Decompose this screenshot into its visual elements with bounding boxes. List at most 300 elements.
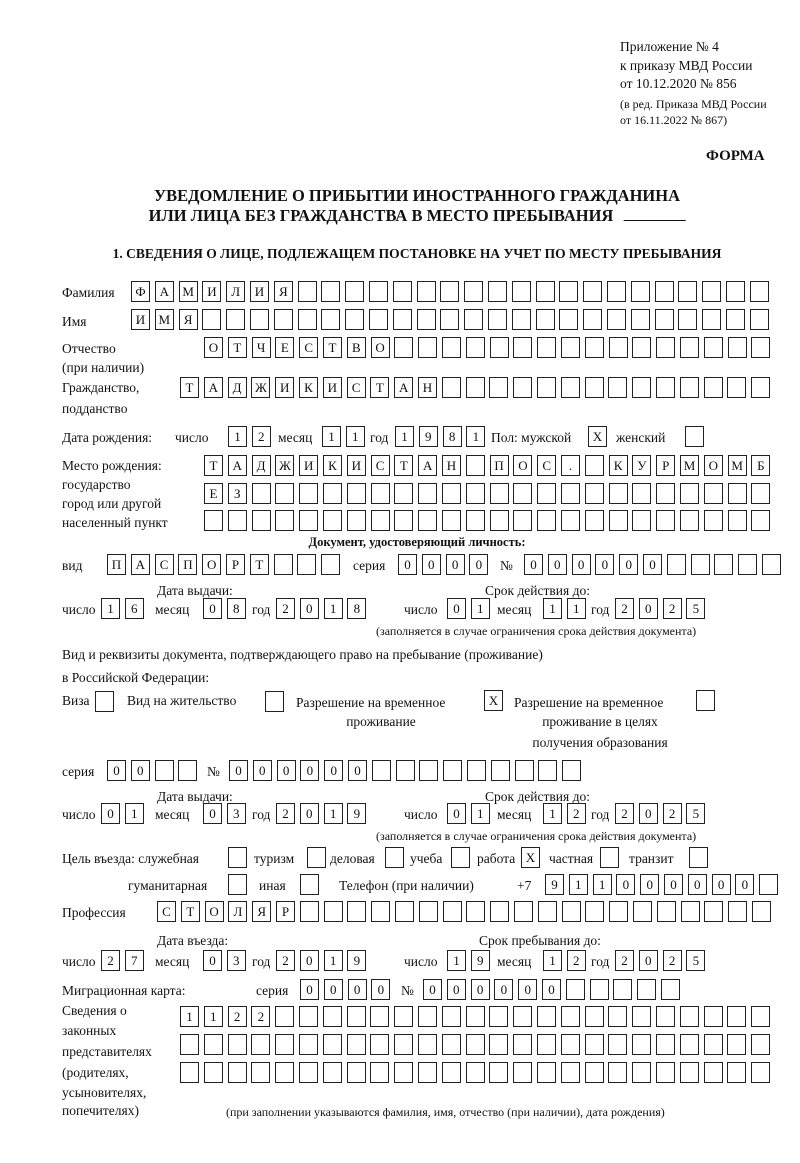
char-cell[interactable] (585, 1062, 604, 1083)
char-cell[interactable] (275, 510, 294, 531)
char-cell[interactable]: О (202, 554, 221, 575)
char-cell[interactable] (585, 337, 604, 358)
doc-series-field[interactable] (398, 554, 489, 575)
char-cell[interactable]: 1 (466, 426, 485, 447)
char-cell[interactable] (728, 483, 747, 504)
char-cell[interactable] (704, 377, 723, 398)
purpose-transit-checkbox[interactable] (689, 847, 709, 868)
char-cell[interactable] (632, 483, 651, 504)
char-cell[interactable]: 5 (686, 803, 705, 824)
char-cell[interactable] (727, 377, 746, 398)
char-cell[interactable]: 0 (471, 979, 490, 1000)
char-cell[interactable]: 8 (347, 598, 366, 619)
char-cell[interactable]: Я (252, 901, 271, 922)
char-cell[interactable]: 2 (663, 598, 682, 619)
char-cell[interactable] (488, 281, 507, 302)
purpose-study-checkbox[interactable] (451, 847, 471, 868)
char-cell[interactable]: Н (418, 377, 437, 398)
char-cell[interactable]: У (632, 455, 651, 476)
char-cell[interactable] (515, 760, 534, 781)
char-cell[interactable]: Я (179, 309, 198, 330)
right-issue-day-field[interactable] (101, 803, 145, 824)
char-cell[interactable]: 0 (107, 760, 126, 781)
char-cell[interactable]: 3 (227, 950, 246, 971)
stay-year-field[interactable] (615, 950, 706, 971)
char-cell[interactable] (321, 281, 340, 302)
char-cell[interactable]: 0 (616, 874, 635, 895)
char-cell[interactable] (275, 1006, 294, 1027)
char-cell[interactable] (691, 554, 710, 575)
doc-issue-year-field[interactable] (276, 598, 367, 619)
char-cell[interactable]: Т (181, 901, 200, 922)
char-cell[interactable]: 0 (524, 554, 543, 575)
char-cell[interactable] (299, 1062, 318, 1083)
purpose-private-checkbox[interactable] (600, 847, 620, 868)
char-cell[interactable]: 0 (595, 554, 614, 575)
char-cell[interactable] (613, 979, 632, 1000)
char-cell[interactable] (466, 901, 485, 922)
char-cell[interactable] (566, 979, 585, 1000)
birth-day-field[interactable] (228, 426, 272, 447)
char-cell[interactable]: 1 (543, 950, 562, 971)
purpose-tourism-checkbox[interactable] (307, 847, 327, 868)
char-cell[interactable]: 2 (101, 950, 120, 971)
char-cell[interactable]: Е (275, 337, 294, 358)
char-cell[interactable]: 0 (229, 760, 248, 781)
char-cell[interactable]: Л (228, 901, 247, 922)
char-cell[interactable] (178, 760, 197, 781)
char-cell[interactable] (371, 510, 390, 531)
char-cell[interactable] (680, 483, 699, 504)
char-cell[interactable] (585, 510, 604, 531)
char-cell[interactable] (323, 483, 342, 504)
char-cell[interactable] (298, 309, 317, 330)
char-cell[interactable] (656, 1034, 675, 1055)
char-cell[interactable]: С (371, 455, 390, 476)
char-cell[interactable] (678, 281, 697, 302)
char-cell[interactable]: 8 (227, 598, 246, 619)
char-cell[interactable] (252, 510, 271, 531)
char-cell[interactable] (667, 554, 686, 575)
char-cell[interactable]: 0 (712, 874, 731, 895)
reps-line2-field[interactable] (180, 1034, 771, 1055)
char-cell[interactable] (385, 847, 404, 868)
char-cell[interactable]: 1 (324, 803, 343, 824)
char-cell[interactable]: 9 (545, 874, 564, 895)
char-cell[interactable]: 0 (300, 760, 319, 781)
char-cell[interactable]: 0 (253, 760, 272, 781)
char-cell[interactable] (561, 1006, 580, 1027)
char-cell[interactable]: 2 (228, 1006, 247, 1027)
char-cell[interactable]: 0 (639, 803, 658, 824)
char-cell[interactable]: М (179, 281, 198, 302)
doc-valid-day-field[interactable] (447, 598, 491, 619)
char-cell[interactable]: 1 (471, 598, 490, 619)
char-cell[interactable] (607, 281, 626, 302)
char-cell[interactable]: 1 (324, 598, 343, 619)
char-cell[interactable]: А (418, 455, 437, 476)
char-cell[interactable] (680, 337, 699, 358)
char-cell[interactable] (204, 1062, 223, 1083)
char-cell[interactable]: Р (276, 901, 295, 922)
char-cell[interactable]: 1 (593, 874, 612, 895)
char-cell[interactable] (323, 1006, 342, 1027)
char-cell[interactable]: З (228, 483, 247, 504)
char-cell[interactable]: А (131, 554, 150, 575)
char-cell[interactable]: 9 (419, 426, 438, 447)
char-cell[interactable] (536, 281, 555, 302)
right-number-field[interactable] (229, 760, 582, 781)
char-cell[interactable]: 1 (567, 598, 586, 619)
gender-male-checkbox[interactable] (588, 426, 608, 447)
char-cell[interactable] (538, 901, 557, 922)
char-cell[interactable] (489, 1006, 508, 1027)
char-cell[interactable] (442, 377, 461, 398)
char-cell[interactable] (513, 337, 532, 358)
char-cell[interactable]: 1 (471, 803, 490, 824)
char-cell[interactable] (299, 1034, 318, 1055)
char-cell[interactable]: 0 (469, 554, 488, 575)
char-cell[interactable] (585, 455, 604, 476)
char-cell[interactable] (371, 483, 390, 504)
char-cell[interactable] (418, 483, 437, 504)
char-cell[interactable] (704, 1034, 723, 1055)
char-cell[interactable] (466, 1006, 485, 1027)
char-cell[interactable] (347, 510, 366, 531)
char-cell[interactable] (298, 281, 317, 302)
char-cell[interactable]: Р (226, 554, 245, 575)
char-cell[interactable] (726, 309, 745, 330)
char-cell[interactable] (728, 337, 747, 358)
char-cell[interactable] (561, 483, 580, 504)
char-cell[interactable]: С (157, 901, 176, 922)
char-cell[interactable] (512, 309, 531, 330)
char-cell[interactable] (714, 554, 733, 575)
char-cell[interactable]: Т (204, 455, 223, 476)
char-cell[interactable] (655, 309, 674, 330)
char-cell[interactable]: О (371, 337, 390, 358)
char-cell[interactable] (275, 1034, 294, 1055)
char-cell[interactable]: 0 (447, 803, 466, 824)
char-cell[interactable]: С (299, 337, 318, 358)
char-cell[interactable] (657, 901, 676, 922)
char-cell[interactable]: 0 (423, 979, 442, 1000)
entry-day-field[interactable] (101, 950, 145, 971)
char-cell[interactable] (250, 309, 269, 330)
char-cell[interactable]: 0 (324, 760, 343, 781)
char-cell[interactable]: В (347, 337, 366, 358)
char-cell[interactable]: Т (394, 455, 413, 476)
char-cell[interactable]: О (204, 337, 223, 358)
char-cell[interactable] (680, 1062, 699, 1083)
char-cell[interactable] (395, 901, 414, 922)
char-cell[interactable]: 0 (203, 950, 222, 971)
char-cell[interactable] (681, 901, 700, 922)
char-cell[interactable] (689, 847, 708, 868)
birthplace-line1-field[interactable] (204, 455, 771, 476)
char-cell[interactable] (418, 1006, 437, 1027)
char-cell[interactable] (561, 1062, 580, 1083)
char-cell[interactable] (632, 1034, 651, 1055)
char-cell[interactable] (300, 874, 319, 895)
char-cell[interactable] (489, 1062, 508, 1083)
char-cell[interactable]: Т (180, 377, 199, 398)
char-cell[interactable] (609, 901, 628, 922)
phone-field[interactable] (545, 874, 779, 895)
citizenship-field[interactable] (180, 377, 771, 398)
char-cell[interactable] (442, 483, 461, 504)
purpose-work-checkbox[interactable] (521, 847, 541, 868)
char-cell[interactable]: И (250, 281, 269, 302)
char-cell[interactable] (704, 1062, 723, 1083)
char-cell[interactable] (417, 309, 436, 330)
profession-field[interactable] (157, 901, 772, 922)
char-cell[interactable] (727, 1006, 746, 1027)
char-cell[interactable] (321, 554, 340, 575)
char-cell[interactable]: 1 (101, 598, 120, 619)
char-cell[interactable]: Б (751, 455, 770, 476)
char-cell[interactable] (585, 1006, 604, 1027)
char-cell[interactable] (347, 1062, 366, 1083)
char-cell[interactable]: Е (204, 483, 223, 504)
char-cell[interactable] (704, 1006, 723, 1027)
char-cell[interactable] (583, 309, 602, 330)
char-cell[interactable] (307, 847, 326, 868)
char-cell[interactable] (656, 1006, 675, 1027)
char-cell[interactable] (369, 309, 388, 330)
char-cell[interactable] (418, 1062, 437, 1083)
char-cell[interactable] (513, 1034, 532, 1055)
char-cell[interactable]: . (561, 455, 580, 476)
char-cell[interactable] (299, 510, 318, 531)
char-cell[interactable]: 1 (322, 426, 341, 447)
char-cell[interactable] (204, 1034, 223, 1055)
char-cell[interactable]: 0 (518, 979, 537, 1000)
char-cell[interactable]: Я (274, 281, 293, 302)
char-cell[interactable] (704, 510, 723, 531)
char-cell[interactable] (678, 309, 697, 330)
char-cell[interactable]: 1 (180, 1006, 199, 1027)
char-cell[interactable] (347, 901, 366, 922)
char-cell[interactable] (559, 281, 578, 302)
char-cell[interactable]: X (521, 847, 540, 868)
char-cell[interactable] (155, 760, 174, 781)
char-cell[interactable] (608, 377, 627, 398)
char-cell[interactable]: 0 (371, 979, 390, 1000)
char-cell[interactable] (95, 691, 114, 712)
char-cell[interactable]: Т (323, 337, 342, 358)
char-cell[interactable] (321, 309, 340, 330)
char-cell[interactable]: 2 (567, 803, 586, 824)
char-cell[interactable] (347, 1006, 366, 1027)
char-cell[interactable]: 0 (542, 979, 561, 1000)
char-cell[interactable] (631, 281, 650, 302)
char-cell[interactable]: 2 (663, 803, 682, 824)
char-cell[interactable] (418, 337, 437, 358)
char-cell[interactable] (512, 281, 531, 302)
temp-permit-checkbox[interactable] (484, 690, 504, 711)
right-issue-month-field[interactable] (203, 803, 247, 824)
char-cell[interactable]: 0 (446, 554, 465, 575)
char-cell[interactable] (513, 377, 532, 398)
char-cell[interactable] (440, 309, 459, 330)
char-cell[interactable] (345, 309, 364, 330)
char-cell[interactable]: X (588, 426, 607, 447)
char-cell[interactable]: И (299, 455, 318, 476)
char-cell[interactable]: 1 (569, 874, 588, 895)
visa-checkbox[interactable] (95, 691, 115, 712)
char-cell[interactable] (537, 510, 556, 531)
char-cell[interactable]: А (204, 377, 223, 398)
char-cell[interactable] (656, 377, 675, 398)
purpose-humanitarian-checkbox[interactable] (228, 874, 248, 895)
char-cell[interactable]: 0 (324, 979, 343, 1000)
char-cell[interactable]: 0 (348, 979, 367, 1000)
char-cell[interactable]: К (609, 455, 628, 476)
char-cell[interactable]: 3 (227, 803, 246, 824)
char-cell[interactable]: С (537, 455, 556, 476)
char-cell[interactable]: 2 (276, 598, 295, 619)
char-cell[interactable] (726, 281, 745, 302)
char-cell[interactable]: Т (250, 554, 269, 575)
char-cell[interactable] (418, 510, 437, 531)
char-cell[interactable] (633, 901, 652, 922)
char-cell[interactable] (561, 337, 580, 358)
char-cell[interactable]: 0 (735, 874, 754, 895)
char-cell[interactable] (394, 483, 413, 504)
char-cell[interactable] (228, 874, 247, 895)
char-cell[interactable] (442, 1062, 461, 1083)
char-cell[interactable]: Т (370, 377, 389, 398)
char-cell[interactable]: 1 (543, 598, 562, 619)
char-cell[interactable]: О (704, 455, 723, 476)
char-cell[interactable] (490, 510, 509, 531)
char-cell[interactable] (728, 510, 747, 531)
char-cell[interactable]: 0 (619, 554, 638, 575)
char-cell[interactable]: 7 (125, 950, 144, 971)
char-cell[interactable] (251, 1062, 270, 1083)
char-cell[interactable] (489, 1034, 508, 1055)
char-cell[interactable] (443, 901, 462, 922)
char-cell[interactable] (394, 1034, 413, 1055)
char-cell[interactable]: И (347, 455, 366, 476)
char-cell[interactable]: 2 (567, 950, 586, 971)
char-cell[interactable]: Н (442, 455, 461, 476)
char-cell[interactable]: 0 (131, 760, 150, 781)
char-cell[interactable]: 0 (447, 598, 466, 619)
char-cell[interactable] (202, 309, 221, 330)
char-cell[interactable] (417, 281, 436, 302)
char-cell[interactable] (637, 979, 656, 1000)
char-cell[interactable] (489, 377, 508, 398)
char-cell[interactable] (727, 1034, 746, 1055)
char-cell[interactable]: М (155, 309, 174, 330)
char-cell[interactable]: 0 (447, 979, 466, 1000)
char-cell[interactable]: 5 (686, 950, 705, 971)
char-cell[interactable] (559, 309, 578, 330)
purpose-other-checkbox[interactable] (300, 874, 320, 895)
char-cell[interactable]: Ф (131, 281, 150, 302)
char-cell[interactable]: 2 (615, 598, 634, 619)
char-cell[interactable] (440, 281, 459, 302)
char-cell[interactable]: 0 (664, 874, 683, 895)
char-cell[interactable] (490, 901, 509, 922)
char-cell[interactable] (704, 901, 723, 922)
char-cell[interactable]: 2 (615, 803, 634, 824)
char-cell[interactable] (685, 426, 704, 447)
reps-line3-field[interactable] (180, 1062, 771, 1083)
char-cell[interactable]: К (323, 455, 342, 476)
char-cell[interactable] (228, 510, 247, 531)
char-cell[interactable] (609, 483, 628, 504)
char-cell[interactable] (451, 847, 470, 868)
char-cell[interactable] (396, 760, 415, 781)
char-cell[interactable] (466, 337, 485, 358)
char-cell[interactable] (536, 309, 555, 330)
char-cell[interactable]: 2 (252, 426, 271, 447)
char-cell[interactable] (347, 1034, 366, 1055)
char-cell[interactable] (590, 979, 609, 1000)
char-cell[interactable]: И (275, 377, 294, 398)
char-cell[interactable] (228, 1034, 247, 1055)
char-cell[interactable]: 1 (228, 426, 247, 447)
char-cell[interactable] (632, 510, 651, 531)
char-cell[interactable] (750, 309, 769, 330)
char-cell[interactable] (561, 1034, 580, 1055)
char-cell[interactable] (609, 337, 628, 358)
char-cell[interactable]: 0 (101, 803, 120, 824)
doc-number-field[interactable] (524, 554, 782, 575)
char-cell[interactable] (513, 1062, 532, 1083)
birthplace-line3-field[interactable] (204, 510, 771, 531)
doc-type-field[interactable] (107, 554, 341, 575)
char-cell[interactable] (265, 691, 284, 712)
surname-field[interactable] (131, 281, 770, 302)
char-cell[interactable] (513, 1006, 532, 1027)
char-cell[interactable]: С (347, 377, 366, 398)
char-cell[interactable] (680, 377, 699, 398)
char-cell[interactable] (680, 1034, 699, 1055)
char-cell[interactable] (372, 760, 391, 781)
char-cell[interactable] (762, 554, 781, 575)
char-cell[interactable] (345, 281, 364, 302)
char-cell[interactable] (464, 309, 483, 330)
char-cell[interactable] (488, 309, 507, 330)
char-cell[interactable] (656, 510, 675, 531)
char-cell[interactable] (513, 510, 532, 531)
char-cell[interactable] (442, 510, 461, 531)
char-cell[interactable]: А (228, 455, 247, 476)
char-cell[interactable] (180, 1034, 199, 1055)
char-cell[interactable]: 0 (300, 803, 319, 824)
char-cell[interactable] (759, 874, 778, 895)
birth-month-field[interactable] (322, 426, 366, 447)
reps-line1-field[interactable] (180, 1006, 771, 1027)
char-cell[interactable] (275, 483, 294, 504)
char-cell[interactable]: 5 (686, 598, 705, 619)
char-cell[interactable]: 1 (395, 426, 414, 447)
char-cell[interactable]: 0 (398, 554, 417, 575)
char-cell[interactable]: 0 (643, 554, 662, 575)
char-cell[interactable] (394, 337, 413, 358)
char-cell[interactable] (537, 1034, 556, 1055)
char-cell[interactable]: 1 (204, 1006, 223, 1027)
char-cell[interactable] (369, 281, 388, 302)
char-cell[interactable] (751, 337, 770, 358)
char-cell[interactable] (751, 483, 770, 504)
char-cell[interactable]: 1 (447, 950, 466, 971)
char-cell[interactable] (228, 1062, 247, 1083)
